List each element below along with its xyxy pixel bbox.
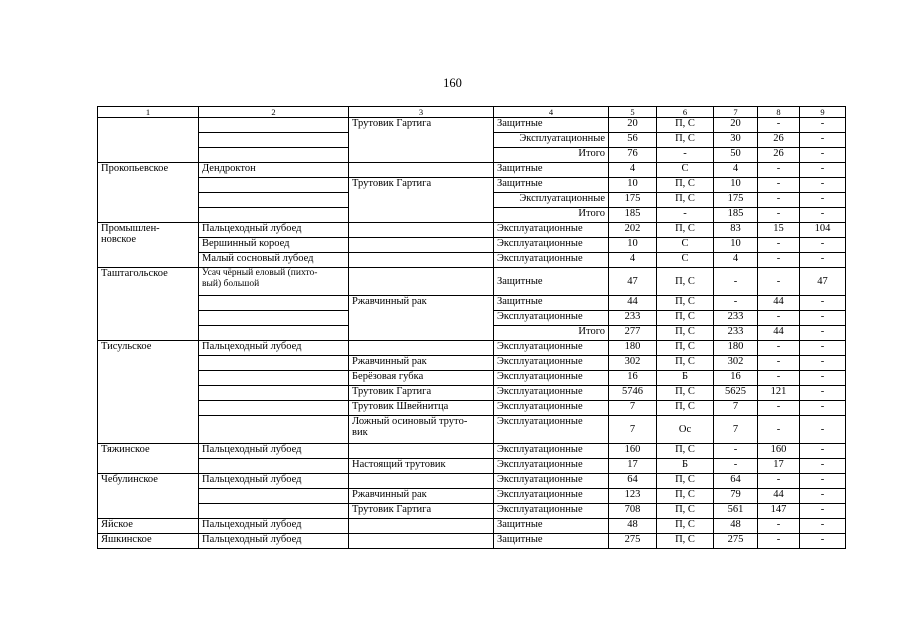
disease-cell: Берёзовая губка — [349, 371, 494, 386]
value-cell: 561 — [714, 504, 758, 519]
pest-cell: Малый сосновый лубоед — [199, 253, 349, 268]
value-cell: 5625 — [714, 386, 758, 401]
species-cell: П, С — [657, 326, 714, 341]
value-cell: 180 — [609, 341, 657, 356]
value-cell: - — [800, 356, 846, 371]
pest-cell — [199, 133, 349, 148]
category-cell: Защитные — [494, 534, 609, 549]
category-cell: Эксплуатационные — [494, 133, 609, 148]
pest-cell — [199, 148, 349, 163]
value-cell: 233 — [714, 311, 758, 326]
value-cell: 48 — [714, 519, 758, 534]
pest-cell: Пальцеходный лубоед — [199, 519, 349, 534]
table-row — [98, 519, 846, 534]
disease-cell — [349, 474, 494, 489]
value-cell: - — [800, 489, 846, 504]
category-cell: Эксплуатационные — [494, 311, 609, 326]
category-cell: Эксплуатационные — [494, 341, 609, 356]
value-cell: - — [800, 148, 846, 163]
value-cell: - — [800, 416, 846, 444]
value-cell: 7 — [609, 416, 657, 444]
table-row — [98, 416, 846, 444]
disease-cell: Ржавчинный рак — [349, 489, 494, 504]
table-row — [98, 444, 846, 459]
value-cell: 44 — [758, 489, 800, 504]
value-cell: - — [800, 474, 846, 489]
species-cell: П, С — [657, 133, 714, 148]
value-cell: 104 — [800, 223, 846, 238]
table-row — [98, 534, 846, 549]
species-cell: П, С — [657, 356, 714, 371]
value-cell: 48 — [609, 519, 657, 534]
pest-cell — [199, 489, 349, 504]
pest-cell: Пальцеходный лубоед — [199, 223, 349, 238]
value-cell: 16 — [609, 371, 657, 386]
species-cell: П, С — [657, 268, 714, 296]
value-cell: 47 — [609, 268, 657, 296]
value-cell: 44 — [609, 296, 657, 311]
disease-cell: Трутовик Гартига — [349, 504, 494, 519]
value-cell: - — [800, 401, 846, 416]
value-cell: 4 — [714, 163, 758, 178]
value-cell: - — [800, 444, 846, 459]
value-cell: 17 — [609, 459, 657, 474]
species-cell: П, С — [657, 223, 714, 238]
pest-cell — [199, 504, 349, 519]
disease-cell — [349, 519, 494, 534]
pest-cell — [199, 356, 349, 371]
value-cell: 175 — [609, 193, 657, 208]
value-cell: - — [758, 193, 800, 208]
pest-cell: Дендроктон — [199, 163, 349, 178]
value-cell: 76 — [609, 148, 657, 163]
header-cell: 7 — [714, 107, 758, 118]
value-cell: - — [758, 474, 800, 489]
value-cell: 708 — [609, 504, 657, 519]
disease-cell: Трутовик Гартига — [349, 178, 494, 223]
value-cell: 50 — [714, 148, 758, 163]
table-row — [98, 223, 846, 238]
value-cell: - — [758, 238, 800, 253]
value-cell: - — [800, 118, 846, 133]
value-cell: 277 — [609, 326, 657, 341]
table-row — [98, 163, 846, 178]
value-cell: 160 — [609, 444, 657, 459]
pest-cell: Пальцеходный лубоед — [199, 474, 349, 489]
table-row — [98, 474, 846, 489]
value-cell: 233 — [609, 311, 657, 326]
value-cell: - — [800, 459, 846, 474]
value-cell: 15 — [758, 223, 800, 238]
table-row — [98, 401, 846, 416]
value-cell: - — [800, 534, 846, 549]
value-cell: - — [758, 178, 800, 193]
value-cell: 26 — [758, 148, 800, 163]
category-cell: Защитные — [494, 163, 609, 178]
value-cell: - — [758, 534, 800, 549]
disease-cell — [349, 253, 494, 268]
species-cell: С — [657, 253, 714, 268]
value-cell: - — [800, 163, 846, 178]
value-cell: - — [758, 118, 800, 133]
value-cell: - — [758, 401, 800, 416]
pest-cell — [199, 371, 349, 386]
table-row — [98, 341, 846, 356]
pest-cell — [199, 178, 349, 193]
value-cell: - — [800, 504, 846, 519]
value-cell: - — [800, 238, 846, 253]
value-cell: 26 — [758, 133, 800, 148]
disease-cell — [349, 238, 494, 253]
value-cell: - — [800, 371, 846, 386]
disease-cell: Ложный осиновый трутo- вик — [349, 416, 494, 444]
value-cell: - — [800, 386, 846, 401]
category-cell: Эксплуатационные — [494, 386, 609, 401]
value-cell: 180 — [714, 341, 758, 356]
table-row — [98, 238, 846, 253]
table-row — [98, 459, 846, 474]
district-cell: Таштагольское — [98, 268, 199, 341]
pest-cell: Пальцеходный лубоед — [199, 341, 349, 356]
category-cell: Эксплуатационные — [494, 489, 609, 504]
species-cell: Б — [657, 371, 714, 386]
header-cell: 4 — [494, 107, 609, 118]
value-cell: 185 — [714, 208, 758, 223]
species-cell: П, С — [657, 504, 714, 519]
table-header-row — [98, 107, 846, 118]
species-cell: П, С — [657, 311, 714, 326]
species-cell: С — [657, 163, 714, 178]
value-cell: - — [800, 193, 846, 208]
disease-cell: Настоящий трутовик — [349, 459, 494, 474]
value-cell: 44 — [758, 296, 800, 311]
category-cell: Итого — [494, 208, 609, 223]
value-cell: - — [758, 371, 800, 386]
header-cell: 6 — [657, 107, 714, 118]
category-cell: Эксплуатационные — [494, 416, 609, 444]
value-cell: 20 — [609, 118, 657, 133]
value-cell: - — [758, 253, 800, 268]
district-cell: Промышлен- новское — [98, 223, 199, 268]
species-cell: П, С — [657, 296, 714, 311]
value-cell: 121 — [758, 386, 800, 401]
species-cell: П, С — [657, 118, 714, 133]
value-cell: 4 — [714, 253, 758, 268]
value-cell: 47 — [800, 268, 846, 296]
value-cell: - — [758, 356, 800, 371]
category-cell: Эксплуатационные — [494, 356, 609, 371]
header-cell: 2 — [199, 107, 349, 118]
value-cell: 185 — [609, 208, 657, 223]
category-cell: Защитные — [494, 296, 609, 311]
header-cell: 5 — [609, 107, 657, 118]
category-cell: Защитные — [494, 118, 609, 133]
category-cell: Эксплуатационные — [494, 459, 609, 474]
district-cell: Яйское — [98, 519, 199, 534]
species-cell: Ос — [657, 416, 714, 444]
district-cell — [98, 118, 199, 163]
table-row — [98, 118, 846, 133]
table-row — [98, 371, 846, 386]
value-cell: 5746 — [609, 386, 657, 401]
value-cell: 302 — [609, 356, 657, 371]
value-cell: 7 — [714, 401, 758, 416]
value-cell: 16 — [714, 371, 758, 386]
value-cell: 7 — [714, 416, 758, 444]
species-cell: П, С — [657, 519, 714, 534]
disease-cell — [349, 268, 494, 296]
value-cell: - — [800, 296, 846, 311]
value-cell: - — [758, 416, 800, 444]
disease-cell: Ржавчинный рак — [349, 356, 494, 371]
value-cell: 160 — [758, 444, 800, 459]
value-cell: - — [758, 519, 800, 534]
category-cell: Защитные — [494, 519, 609, 534]
category-cell: Эксплуатационные — [494, 253, 609, 268]
value-cell: 10 — [714, 238, 758, 253]
value-cell: 83 — [714, 223, 758, 238]
species-cell: П, С — [657, 444, 714, 459]
species-cell: П, С — [657, 386, 714, 401]
header-cell: 9 — [800, 107, 846, 118]
table-row — [98, 489, 846, 504]
table-row — [98, 356, 846, 371]
pest-cell — [199, 208, 349, 223]
category-cell: Эксплуатационные — [494, 504, 609, 519]
disease-cell — [349, 444, 494, 459]
category-cell: Защитные — [494, 268, 609, 296]
value-cell: - — [800, 519, 846, 534]
value-cell: 64 — [714, 474, 758, 489]
category-cell: Эксплуатационные — [494, 193, 609, 208]
value-cell: 7 — [609, 401, 657, 416]
value-cell: - — [800, 341, 846, 356]
category-cell: Эксплуатационные — [494, 223, 609, 238]
disease-cell: Ржавчинный рак — [349, 296, 494, 341]
species-cell: С — [657, 238, 714, 253]
species-cell: - — [657, 148, 714, 163]
pest-cell — [199, 459, 349, 474]
species-cell: П, С — [657, 401, 714, 416]
pest-cell — [199, 118, 349, 133]
value-cell: 17 — [758, 459, 800, 474]
category-cell: Эксплуатационные — [494, 444, 609, 459]
value-cell: - — [758, 163, 800, 178]
value-cell: - — [758, 268, 800, 296]
value-cell: - — [758, 311, 800, 326]
pest-cell: Усач чёрный еловый (пихто- вый) большой — [199, 268, 349, 296]
value-cell: - — [800, 326, 846, 341]
category-cell: Итого — [494, 326, 609, 341]
value-cell: 4 — [609, 253, 657, 268]
category-cell: Эксплуатационные — [494, 401, 609, 416]
value-cell: - — [800, 253, 846, 268]
species-cell: П, С — [657, 341, 714, 356]
species-cell: П, С — [657, 178, 714, 193]
value-cell: - — [714, 268, 758, 296]
page-number: 160 — [443, 76, 462, 90]
value-cell: 79 — [714, 489, 758, 504]
category-cell: Итого — [494, 148, 609, 163]
table-row — [98, 178, 846, 193]
species-cell: П, С — [657, 474, 714, 489]
disease-cell — [349, 341, 494, 356]
category-cell: Защитные — [494, 178, 609, 193]
table-row — [98, 504, 846, 519]
table-row — [98, 386, 846, 401]
header-cell: 8 — [758, 107, 800, 118]
pest-cell — [199, 386, 349, 401]
category-cell: Эксплуатационные — [494, 371, 609, 386]
value-cell: 275 — [609, 534, 657, 549]
header-cell: 1 — [98, 107, 199, 118]
value-cell: 233 — [714, 326, 758, 341]
pest-cell — [199, 296, 349, 311]
district-cell: Прокопьевское — [98, 163, 199, 223]
species-cell: П, С — [657, 534, 714, 549]
value-cell: - — [714, 459, 758, 474]
pest-cell: Пальцеходный лубоед — [199, 444, 349, 459]
value-cell: - — [714, 444, 758, 459]
value-cell: 44 — [758, 326, 800, 341]
value-cell: 10 — [609, 178, 657, 193]
species-cell: П, С — [657, 193, 714, 208]
disease-cell — [349, 163, 494, 178]
table-row — [98, 253, 846, 268]
pest-cell — [199, 416, 349, 444]
species-cell: П, С — [657, 489, 714, 504]
pest-cell — [199, 326, 349, 341]
value-cell: 147 — [758, 504, 800, 519]
pest-cell — [199, 193, 349, 208]
value-cell: 30 — [714, 133, 758, 148]
value-cell: 4 — [609, 163, 657, 178]
disease-cell: Трутовик Гартига — [349, 118, 494, 163]
value-cell: 20 — [714, 118, 758, 133]
value-cell: 56 — [609, 133, 657, 148]
table-row — [98, 268, 846, 296]
disease-cell: Трутовик Швейнитца — [349, 401, 494, 416]
disease-cell: Трутовик Гартига — [349, 386, 494, 401]
value-cell: - — [758, 208, 800, 223]
value-cell: - — [800, 178, 846, 193]
pest-cell — [199, 311, 349, 326]
species-cell: Б — [657, 459, 714, 474]
value-cell: 175 — [714, 193, 758, 208]
value-cell: - — [758, 341, 800, 356]
header-cell: 3 — [349, 107, 494, 118]
data-table — [97, 106, 846, 549]
disease-cell — [349, 534, 494, 549]
district-cell: Тяжинское — [98, 444, 199, 474]
value-cell: - — [714, 296, 758, 311]
category-cell: Эксплуатационные — [494, 474, 609, 489]
value-cell: 64 — [609, 474, 657, 489]
district-cell: Чебулинское — [98, 474, 199, 519]
category-cell: Эксплуатационные — [494, 238, 609, 253]
district-cell: Тисульское — [98, 341, 199, 444]
value-cell: 123 — [609, 489, 657, 504]
value-cell: - — [800, 208, 846, 223]
pest-cell — [199, 401, 349, 416]
value-cell: - — [800, 133, 846, 148]
district-cell: Яшкинское — [98, 534, 199, 549]
pest-cell: Пальцеходный лубоед — [199, 534, 349, 549]
table-row — [98, 296, 846, 311]
value-cell: 10 — [714, 178, 758, 193]
disease-cell — [349, 223, 494, 238]
pest-cell: Вершинный короед — [199, 238, 349, 253]
species-cell: - — [657, 208, 714, 223]
value-cell: 275 — [714, 534, 758, 549]
value-cell: - — [800, 311, 846, 326]
value-cell: 10 — [609, 238, 657, 253]
value-cell: 202 — [609, 223, 657, 238]
value-cell: 302 — [714, 356, 758, 371]
